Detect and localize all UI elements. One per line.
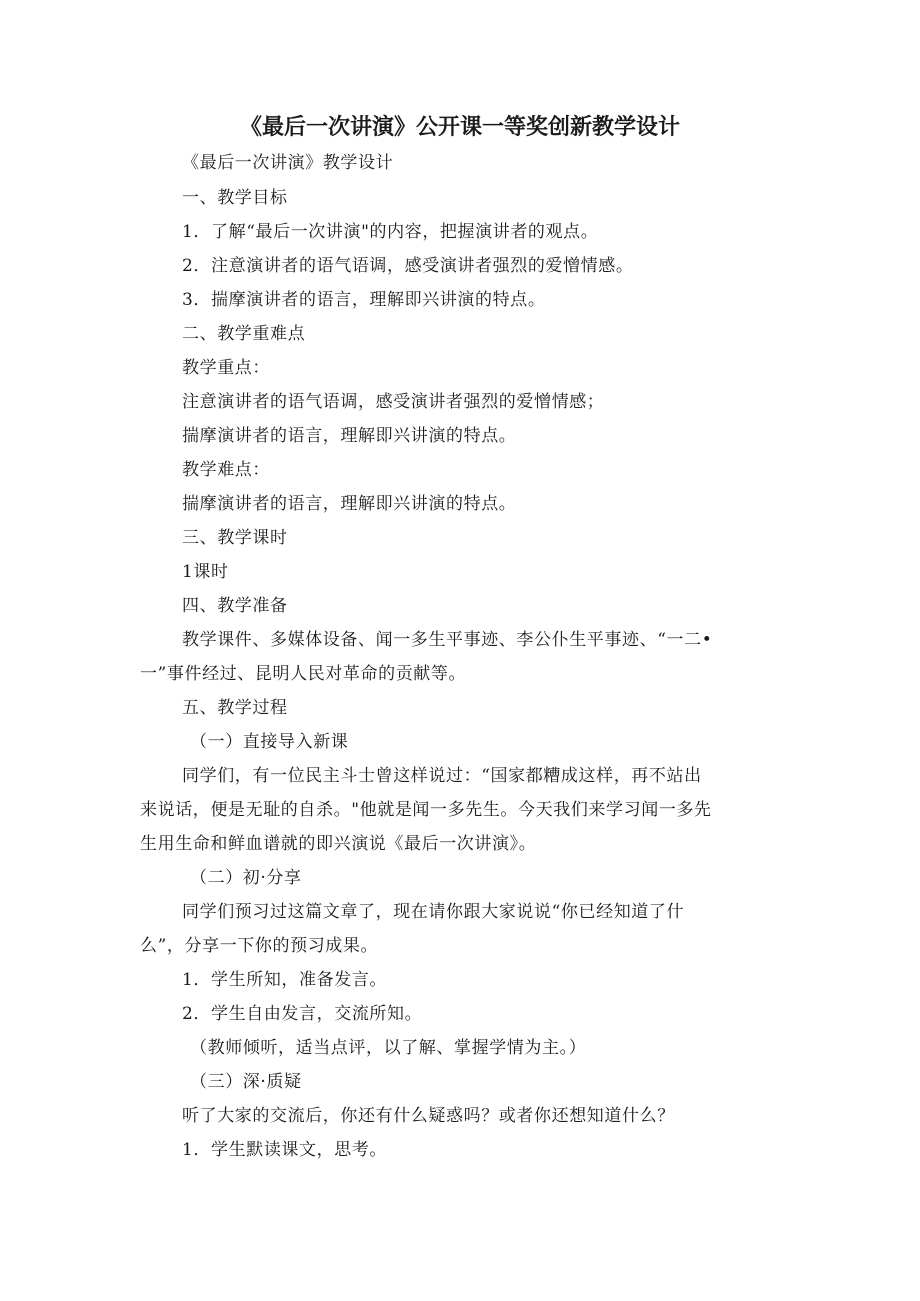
subsection-heading: （一）直接导入新课 bbox=[190, 732, 349, 752]
section-heading: 三、教学课时 bbox=[182, 528, 288, 548]
text-line: 一”事件经过、昆明人民对革命的贡献等。 bbox=[140, 664, 467, 684]
text-line: 注意演讲者的语气语调，感受演讲者强烈的爱憎情感； bbox=[182, 392, 605, 412]
subsection-heading: （二）初·分享 bbox=[190, 868, 302, 888]
section-heading: 二、教学重难点 bbox=[182, 324, 306, 344]
document-title: 《最后一次讲演》公开课一等奖创新教学设计 bbox=[239, 115, 680, 140]
text-line: 生用生命和鲜血谱就的即兴演说《最后一次讲演》。 bbox=[140, 834, 537, 854]
section-heading: 五、教学过程 bbox=[182, 698, 288, 718]
subsection-heading: （三）深·质疑 bbox=[190, 1072, 302, 1092]
text-line: 教学难点： bbox=[182, 460, 270, 480]
list-item: 1．学生默读课文，思考。 bbox=[182, 1140, 388, 1160]
text-line: 听了大家的交流后，你还有什么疑惑吗？或者你还想知道什么？ bbox=[182, 1106, 675, 1126]
text-line: 教学重点： bbox=[182, 358, 270, 378]
text-line: 揣摩演讲者的语言，理解即兴讲演的特点。 bbox=[182, 494, 517, 514]
list-item: 2．注意演讲者的语气语调，感受演讲者强烈的爱憎情感。 bbox=[182, 256, 634, 276]
list-item: 2．学生自由发言，交流所知。 bbox=[182, 1004, 423, 1024]
list-item: 3．揣摩演讲者的语言，理解即兴讲演的特点。 bbox=[182, 290, 546, 310]
text-line: 同学们，有一位民主斗士曾这样说过：“国家都糟成这样，再不站出 bbox=[182, 766, 702, 786]
section-heading: 四、教学准备 bbox=[182, 596, 288, 616]
section-heading: 一、教学目标 bbox=[182, 188, 288, 208]
list-item: 1．学生所知，准备发言。 bbox=[182, 970, 388, 990]
text-line: 《最后一次讲演》教学设计 bbox=[182, 153, 394, 173]
text-line: 来说话，便是无耻的自杀。"他就是闻一多先生。今天我们来学习闻一多先 bbox=[140, 800, 712, 820]
text-line: 1课时 bbox=[182, 562, 229, 582]
text-line: 教学课件、多媒体设备、闻一多生平事迹、李公仆生平事迹、“一二• bbox=[182, 630, 713, 650]
text-line: 么”，分享一下你的预习成果。 bbox=[140, 936, 379, 956]
list-item: 1．了解“最后一次讲演"的内容，把握演讲者的观点。 bbox=[182, 222, 599, 242]
text-line: （教师倾听，适当点评，以了解、掌握学情为主。） bbox=[190, 1038, 587, 1058]
text-line: 揣摩演讲者的语言，理解即兴讲演的特点。 bbox=[182, 426, 517, 446]
text-line: 同学们预习过这篇文章了，现在请你跟大家说说“你已经知道了什 bbox=[182, 902, 685, 922]
